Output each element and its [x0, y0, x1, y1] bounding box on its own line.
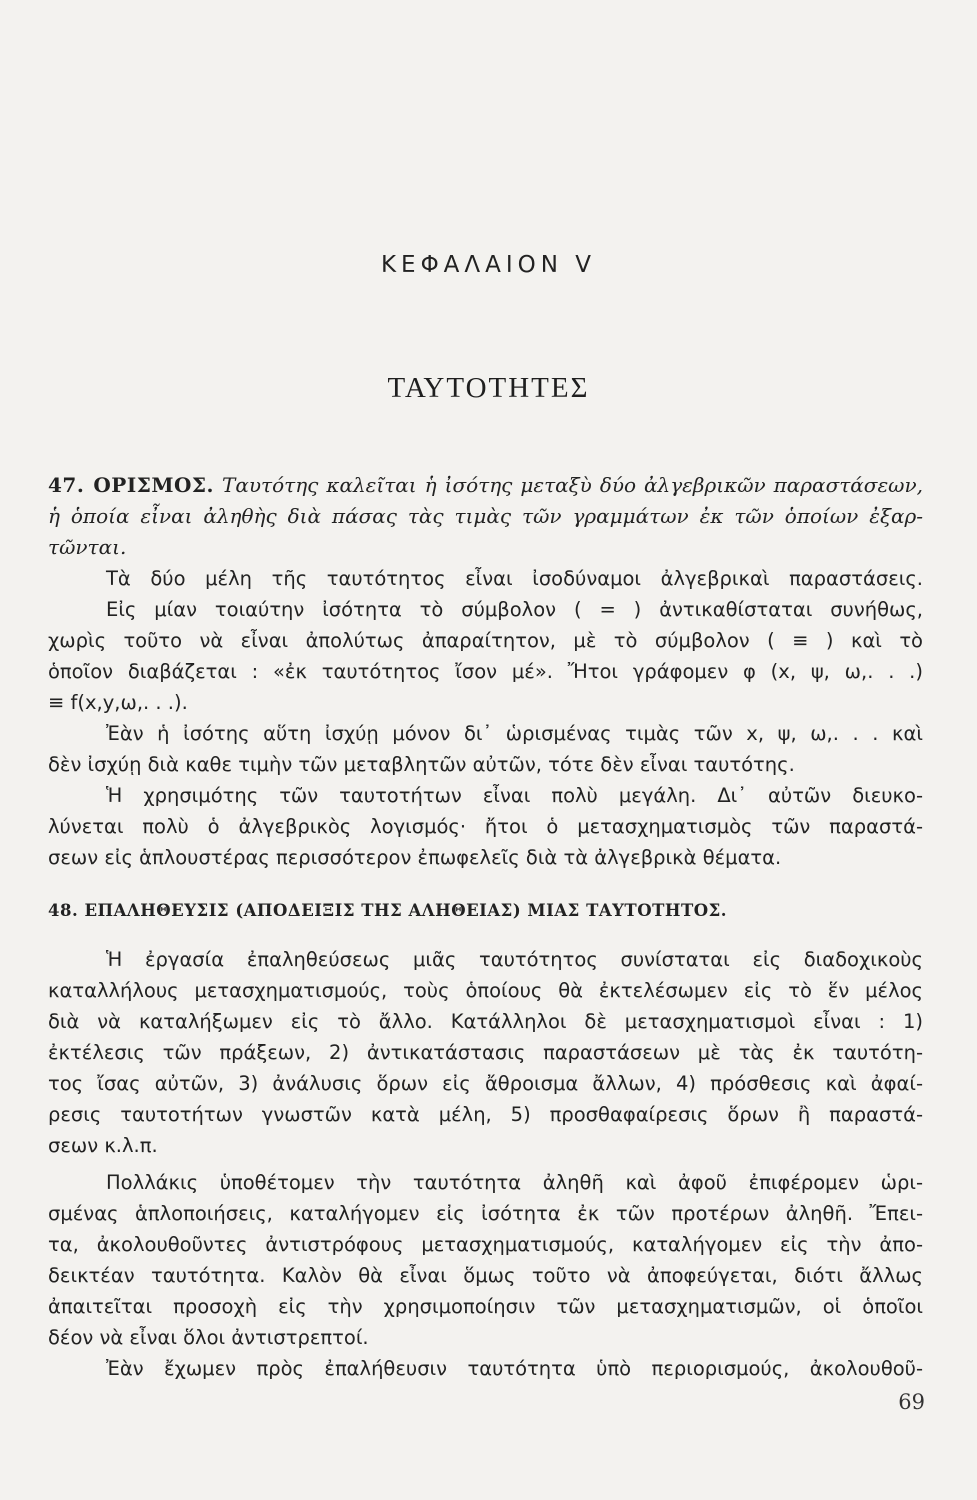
paragraph-line: ὁποῖον διαβάζεται : «ἐκ ταυτότητος ἴσον μέ». Ἤτοι γράφομεν φ (x, ψ, ω,. . .): [48, 660, 923, 683]
paragraph-line: σεων εἰς ἁπλουστέρας περισσότερον ἐπωφελεῖς διὰ τὰ ἀλγεβρικὰ θέματα.: [48, 846, 782, 869]
definition-line: 47. ΟΡΙΣΜΟΣ. Ταυτότης καλεῖται ἡ ἰσότης μεταξὺ δύο ἀλγεβρικῶν παραστάσεων,: [48, 473, 923, 497]
paragraph-line: Ἡ χρησιμότης τῶν ταυτοτήτων εἶναι πολὺ μεγάλη. Δι᾽ αὐτῶν διευκο-: [106, 784, 923, 807]
paragraph-line: ρεσις ταυτοτήτων γνωστῶν κατὰ μέλη, 5) προσθαφαίρεσις ὅρων ἢ παραστά-: [48, 1103, 923, 1126]
paragraph-line: δὲν ἰσχύῃ διὰ καθε τιμὴν τῶν μεταβλητῶν αὐτῶν, τότε δὲν εἶναι ταυτότης.: [48, 753, 795, 776]
paragraph-line: ἐκτέλεσις τῶν πράξεων, 2) ἀντικατάστασις παραστάσεων μὲ τὰς ἐκ ταυτότη-: [48, 1041, 923, 1064]
paragraph-line: δέον νὰ εἶναι ὅλοι ἀντιστρεπτοί.: [48, 1326, 369, 1349]
paragraph-line: τα, ἀκολουθοῦντες ἀντιστρόφους μετασχηματισμούς, καταλήγομεν εἰς τὴν ἀπο-: [48, 1233, 923, 1256]
paragraph-line: ἀπαιτεῖται προσοχὴ εἰς τὴν χρησιμοποίησιν τῶν μετασχηματισμῶν, οἱ ὁποῖοι: [48, 1295, 923, 1318]
paragraph-line: διὰ νὰ καταλήξωμεν εἰς τὸ ἄλλο. Κατάλληλοι δὲ μετασχηματισμοὶ εἶναι : 1): [48, 1010, 923, 1033]
definition-line: ἡ ὁποία εἶναι ἀληθὴς διὰ πάσας τὰς τιμὰς τῶν γραμμάτων ἐκ τῶν ὁποίων ἐξαρ-: [48, 504, 923, 528]
chapter-label: ΚΕΦΑΛΑΙΟΝ V: [380, 252, 597, 278]
paragraph-line: δεικτέαν ταυτότητα. Καλὸν θὰ εἶναι ὅμως τοῦτο νὰ ἀποφεύγεται, διότι ἄλλως: [48, 1264, 923, 1287]
paragraph-line: Εἰς μίαν τοιαύτην ἰσότητα τὸ σύμβολον ( = ) ἀντικαθίσταται συνήθως,: [106, 598, 923, 621]
paragraph-line: ≡ f(x,y,ω,. . .).: [48, 691, 188, 714]
section-48-heading: 48. ΕΠΑΛΗΘΕΥΣΙΣ (ΑΠΟΔΕΙΞΙΣ ΤΗΣ ΑΛΗΘΕΙΑΣ) ΜΙΑΣ ΤΑΥΤΟΤΗΤΟΣ.: [48, 901, 728, 920]
page-number: 69: [898, 1390, 925, 1414]
section-48: [48, 895, 923, 926]
paragraph-line: σμένας ἁπλοποιήσεις, καταλήγομεν εἰς ἰσότητα ἐκ τῶν προτέρων ἀληθῆ. Ἔπει-: [48, 1202, 923, 1225]
paragraph-line: Τὰ δύο μέλη τῆς ταυτότητος εἶναι ἰσοδύναμοι ἀλγεβρικαὶ παραστάσεις.: [106, 567, 923, 590]
chapter-title: ΤΑΥΤΟΤΗΤΕΣ: [387, 372, 590, 404]
section-47: [48, 470, 923, 873]
paragraph-line: λύνεται πολὺ ὁ ἀλγεβρικὸς λογισμός· ἤτοι ὁ μετασχηματισμὸς τῶν παραστά-: [48, 815, 923, 838]
paragraph-line: καταλλήλους μετασχηματισμούς, τοὺς ὁποίους θὰ ἐκτελέσωμεν εἰς τὸ ἕν μέλος: [48, 979, 923, 1002]
paragraph-line: χωρὶς τοῦτο νὰ εἶναι ἀπολύτως ἀπαραίτητον, μὲ τὸ σύμβολον ( ≡ ) καὶ τὸ: [48, 629, 923, 652]
definition-line: τῶνται.: [48, 535, 127, 559]
paragraph-line: Ἡ ἐργασία ἐπαληθεύσεως μιᾶς ταυτότητος συνίσταται εἰς διαδοχικοὺς: [106, 948, 923, 971]
paragraph-line: Ἐὰν ἡ ἰσότης αὕτη ἰσχύῃ μόνον δι᾽ ὡρισμένας τιμὰς τῶν x, ψ, ω,. . . καὶ: [106, 722, 923, 745]
section-48-body: [48, 944, 923, 1384]
paragraph-line: σεων κ.λ.π.: [48, 1134, 158, 1157]
paragraph-line: τος ἴσας αὐτῶν, 3) ἀνάλυσις ὅρων εἰς ἄθροισμα ἄλλων, 4) πρόσθεσις καὶ ἀφαί-: [48, 1072, 923, 1095]
section-47-heading: 47. ΟΡΙΣΜΟΣ.: [48, 473, 215, 497]
paragraph-line: Πολλάκις ὑποθέτομεν τὴν ταυτότητα ἀληθῆ καὶ ἀφοῦ ἐπιφέρομεν ὡρι-: [106, 1171, 923, 1194]
paragraph-line: Ἐὰν ἔχωμεν πρὸς ἐπαλήθευσιν ταυτότητα ὑπὸ περιορισμούς, ἀκολουθοῦ-: [106, 1357, 923, 1380]
